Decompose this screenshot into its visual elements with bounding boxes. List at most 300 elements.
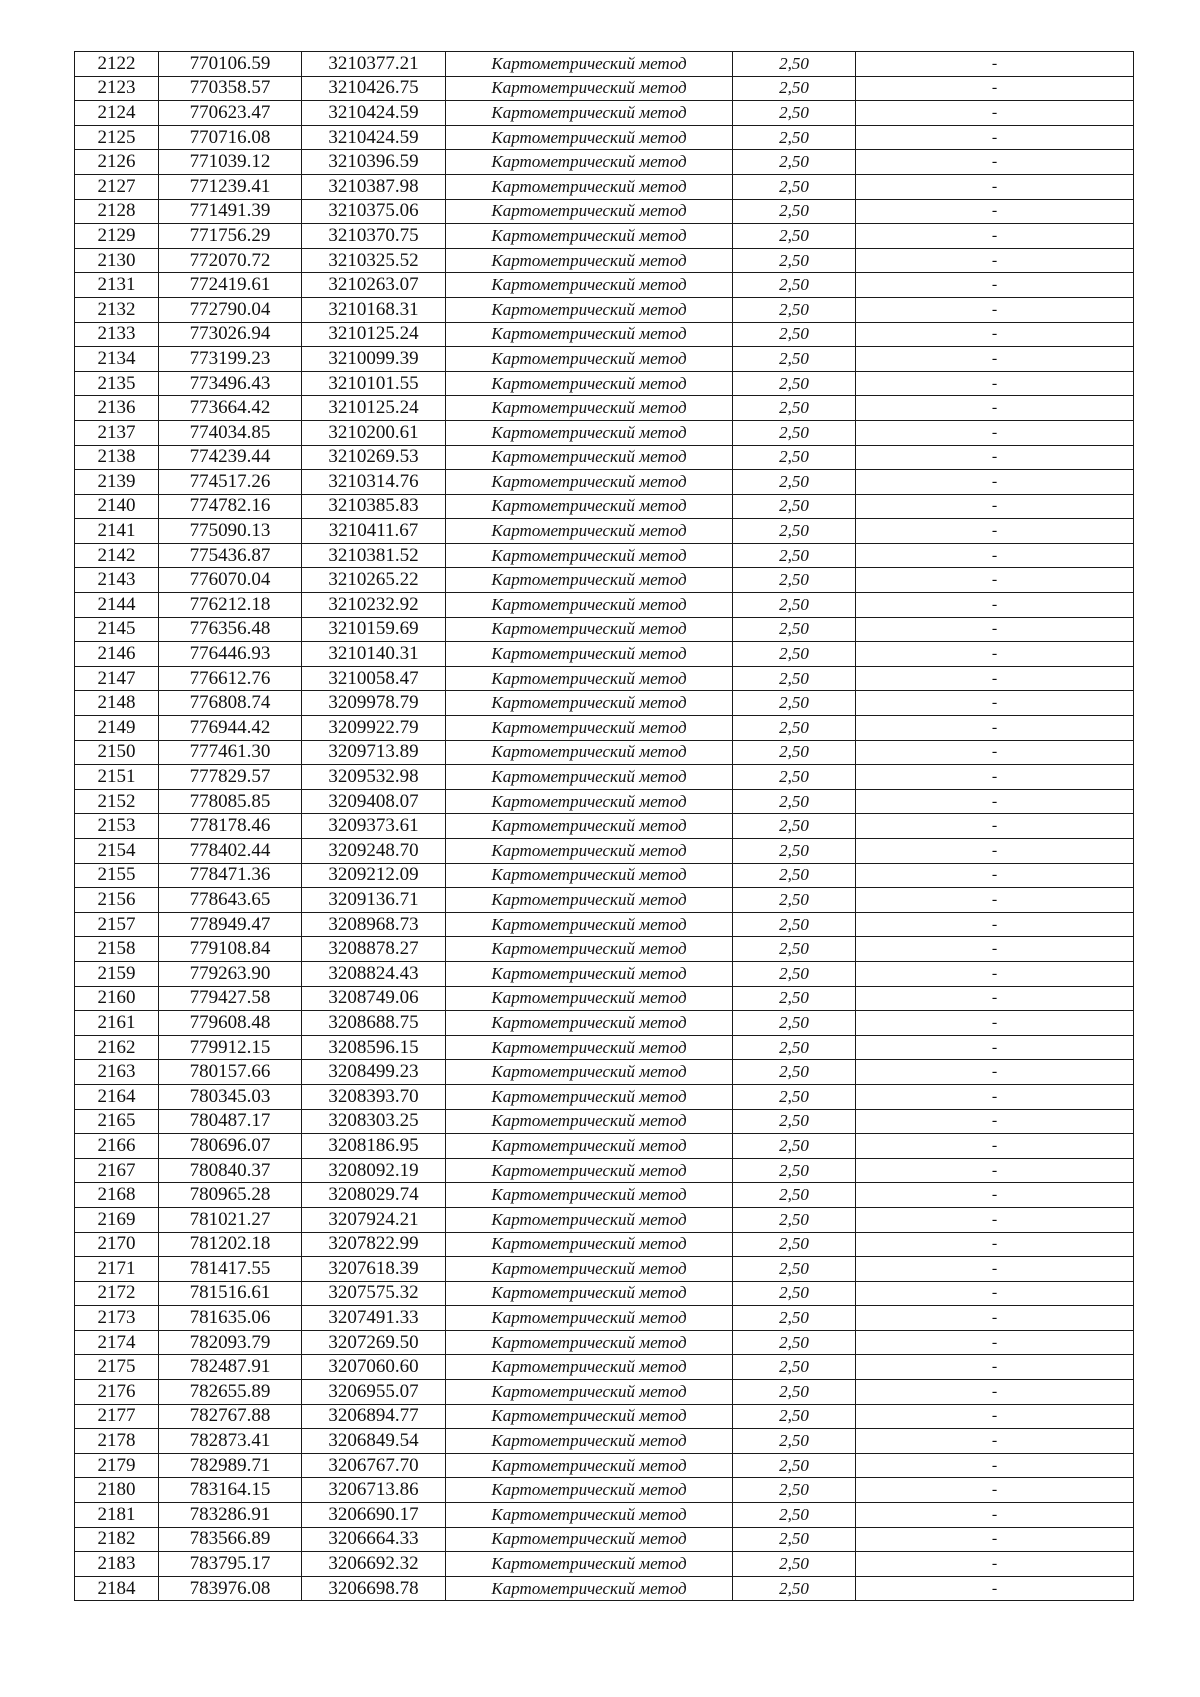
note-cell: -	[856, 125, 1134, 150]
x-coordinate-cell: 779263.90	[159, 961, 302, 986]
accuracy-cell: 2,50	[733, 789, 856, 814]
y-coordinate-cell: 3210424.59	[302, 125, 446, 150]
table-row	[75, 863, 1134, 888]
table-row	[75, 617, 1134, 642]
note-cell: -	[856, 420, 1134, 445]
method-cell: Картометрический метод	[446, 1355, 733, 1380]
method-cell: Картометрический метод	[446, 912, 733, 937]
x-coordinate-cell: 771491.39	[159, 199, 302, 224]
x-coordinate-cell: 776212.18	[159, 593, 302, 618]
y-coordinate-cell: 3210426.75	[302, 76, 446, 101]
note-cell: -	[856, 716, 1134, 741]
y-coordinate-cell: 3209532.98	[302, 765, 446, 790]
method-cell: Картометрический метод	[446, 1503, 733, 1528]
note-cell: -	[856, 1552, 1134, 1577]
y-coordinate-cell: 3209713.89	[302, 740, 446, 765]
table-row	[75, 1281, 1134, 1306]
table-row	[75, 642, 1134, 667]
note-cell: -	[856, 1330, 1134, 1355]
point-number-cell: 2157	[75, 912, 159, 937]
table-row	[75, 740, 1134, 765]
y-coordinate-cell: 3210325.52	[302, 248, 446, 273]
point-number-cell: 2158	[75, 937, 159, 962]
method-cell: Картометрический метод	[446, 322, 733, 347]
accuracy-cell: 2,50	[733, 716, 856, 741]
x-coordinate-cell: 776944.42	[159, 716, 302, 741]
method-cell: Картометрический метод	[446, 1060, 733, 1085]
note-cell: -	[856, 1060, 1134, 1085]
y-coordinate-cell: 3210232.92	[302, 593, 446, 618]
y-coordinate-cell: 3208824.43	[302, 961, 446, 986]
accuracy-cell: 2,50	[733, 691, 856, 716]
x-coordinate-cell: 774034.85	[159, 420, 302, 445]
note-cell: -	[856, 1084, 1134, 1109]
note-cell: -	[856, 765, 1134, 790]
table-row	[75, 470, 1134, 495]
x-coordinate-cell: 772790.04	[159, 297, 302, 322]
note-cell: -	[856, 986, 1134, 1011]
note-cell: -	[856, 1158, 1134, 1183]
table-row	[75, 1134, 1134, 1159]
accuracy-cell: 2,50	[733, 371, 856, 396]
table-row	[75, 420, 1134, 445]
point-number-cell: 2173	[75, 1306, 159, 1331]
method-cell: Картометрический метод	[446, 888, 733, 913]
accuracy-cell: 2,50	[733, 568, 856, 593]
x-coordinate-cell: 782873.41	[159, 1429, 302, 1454]
x-coordinate-cell: 773026.94	[159, 322, 302, 347]
note-cell: -	[856, 740, 1134, 765]
table-row	[75, 1257, 1134, 1282]
table-row	[75, 1207, 1134, 1232]
x-coordinate-cell: 771756.29	[159, 224, 302, 249]
y-coordinate-cell: 3209136.71	[302, 888, 446, 913]
x-coordinate-cell: 778085.85	[159, 789, 302, 814]
accuracy-cell: 2,50	[733, 150, 856, 175]
x-coordinate-cell: 778178.46	[159, 814, 302, 839]
x-coordinate-cell: 776446.93	[159, 642, 302, 667]
x-coordinate-cell: 783976.08	[159, 1576, 302, 1601]
accuracy-cell: 2,50	[733, 1232, 856, 1257]
table-row	[75, 1084, 1134, 1109]
note-cell: -	[856, 224, 1134, 249]
note-cell: -	[856, 1134, 1134, 1159]
method-cell: Картометрический метод	[446, 1527, 733, 1552]
method-cell: Картометрический метод	[446, 420, 733, 445]
method-cell: Картометрический метод	[446, 125, 733, 150]
x-coordinate-cell: 780840.37	[159, 1158, 302, 1183]
note-cell: -	[856, 863, 1134, 888]
point-number-cell: 2135	[75, 371, 159, 396]
point-number-cell: 2131	[75, 273, 159, 298]
table-row	[75, 961, 1134, 986]
accuracy-cell: 2,50	[733, 1035, 856, 1060]
point-number-cell: 2140	[75, 494, 159, 519]
table-row	[75, 593, 1134, 618]
method-cell: Картометрический метод	[446, 740, 733, 765]
note-cell: -	[856, 789, 1134, 814]
table-row	[75, 666, 1134, 691]
accuracy-cell: 2,50	[733, 543, 856, 568]
accuracy-cell: 2,50	[733, 863, 856, 888]
accuracy-cell: 2,50	[733, 1404, 856, 1429]
accuracy-cell: 2,50	[733, 297, 856, 322]
y-coordinate-cell: 3210269.53	[302, 445, 446, 470]
x-coordinate-cell: 779608.48	[159, 1011, 302, 1036]
accuracy-cell: 2,50	[733, 1552, 856, 1577]
table-row	[75, 224, 1134, 249]
method-cell: Картометрический метод	[446, 1134, 733, 1159]
accuracy-cell: 2,50	[733, 617, 856, 642]
y-coordinate-cell: 3209978.79	[302, 691, 446, 716]
note-cell: -	[856, 912, 1134, 937]
accuracy-cell: 2,50	[733, 248, 856, 273]
point-number-cell: 2179	[75, 1453, 159, 1478]
method-cell: Картометрический метод	[446, 691, 733, 716]
x-coordinate-cell: 781417.55	[159, 1257, 302, 1282]
note-cell: -	[856, 642, 1134, 667]
x-coordinate-cell: 774239.44	[159, 445, 302, 470]
point-number-cell: 2170	[75, 1232, 159, 1257]
method-cell: Картометрический метод	[446, 863, 733, 888]
method-cell: Картометрический метод	[446, 248, 733, 273]
x-coordinate-cell: 780487.17	[159, 1109, 302, 1134]
table-row	[75, 199, 1134, 224]
accuracy-cell: 2,50	[733, 174, 856, 199]
accuracy-cell: 2,50	[733, 961, 856, 986]
table-row	[75, 273, 1134, 298]
table-row	[75, 1011, 1134, 1036]
accuracy-cell: 2,50	[733, 125, 856, 150]
accuracy-cell: 2,50	[733, 888, 856, 913]
method-cell: Картометрический метод	[446, 1035, 733, 1060]
method-cell: Картометрический метод	[446, 470, 733, 495]
x-coordinate-cell: 780696.07	[159, 1134, 302, 1159]
note-cell: -	[856, 691, 1134, 716]
method-cell: Картометрический метод	[446, 1576, 733, 1601]
table-row	[75, 1404, 1134, 1429]
point-number-cell: 2168	[75, 1183, 159, 1208]
note-cell: -	[856, 1011, 1134, 1036]
x-coordinate-cell: 782655.89	[159, 1380, 302, 1405]
y-coordinate-cell: 3207618.39	[302, 1257, 446, 1282]
point-number-cell: 2137	[75, 420, 159, 445]
method-cell: Картометрический метод	[446, 1011, 733, 1036]
point-number-cell: 2161	[75, 1011, 159, 1036]
accuracy-cell: 2,50	[733, 199, 856, 224]
point-number-cell: 2133	[75, 322, 159, 347]
method-cell: Картометрический метод	[446, 297, 733, 322]
x-coordinate-cell: 773496.43	[159, 371, 302, 396]
note-cell: -	[856, 1404, 1134, 1429]
method-cell: Картометрический метод	[446, 1478, 733, 1503]
point-number-cell: 2176	[75, 1380, 159, 1405]
x-coordinate-cell: 771039.12	[159, 150, 302, 175]
table-row	[75, 1380, 1134, 1405]
point-number-cell: 2155	[75, 863, 159, 888]
accuracy-cell: 2,50	[733, 1429, 856, 1454]
note-cell: -	[856, 199, 1134, 224]
method-cell: Картометрический метод	[446, 396, 733, 421]
point-number-cell: 2141	[75, 519, 159, 544]
point-number-cell: 2142	[75, 543, 159, 568]
method-cell: Картометрический метод	[446, 519, 733, 544]
note-cell: -	[856, 76, 1134, 101]
method-cell: Картометрический метод	[446, 814, 733, 839]
point-number-cell: 2162	[75, 1035, 159, 1060]
note-cell: -	[856, 52, 1134, 77]
coordinates-table-body	[75, 52, 1134, 1601]
method-cell: Картометрический метод	[446, 1429, 733, 1454]
table-row	[75, 1232, 1134, 1257]
accuracy-cell: 2,50	[733, 1380, 856, 1405]
accuracy-cell: 2,50	[733, 1011, 856, 1036]
y-coordinate-cell: 3206698.78	[302, 1576, 446, 1601]
point-number-cell: 2164	[75, 1084, 159, 1109]
table-row	[75, 1158, 1134, 1183]
note-cell: -	[856, 347, 1134, 372]
point-number-cell: 2163	[75, 1060, 159, 1085]
accuracy-cell: 2,50	[733, 1355, 856, 1380]
point-number-cell: 2148	[75, 691, 159, 716]
accuracy-cell: 2,50	[733, 642, 856, 667]
y-coordinate-cell: 3210387.98	[302, 174, 446, 199]
note-cell: -	[856, 593, 1134, 618]
x-coordinate-cell: 783795.17	[159, 1552, 302, 1577]
method-cell: Картометрический метод	[446, 642, 733, 667]
point-number-cell: 2177	[75, 1404, 159, 1429]
method-cell: Картометрический метод	[446, 986, 733, 1011]
y-coordinate-cell: 3208749.06	[302, 986, 446, 1011]
note-cell: -	[856, 396, 1134, 421]
point-number-cell: 2166	[75, 1134, 159, 1159]
accuracy-cell: 2,50	[733, 224, 856, 249]
x-coordinate-cell: 779427.58	[159, 986, 302, 1011]
method-cell: Картометрический метод	[446, 1232, 733, 1257]
y-coordinate-cell: 3206894.77	[302, 1404, 446, 1429]
note-cell: -	[856, 1576, 1134, 1601]
x-coordinate-cell: 776356.48	[159, 617, 302, 642]
point-number-cell: 2180	[75, 1478, 159, 1503]
y-coordinate-cell: 3208029.74	[302, 1183, 446, 1208]
accuracy-cell: 2,50	[733, 1281, 856, 1306]
x-coordinate-cell: 780345.03	[159, 1084, 302, 1109]
table-row	[75, 396, 1134, 421]
table-row	[75, 125, 1134, 150]
accuracy-cell: 2,50	[733, 1330, 856, 1355]
accuracy-cell: 2,50	[733, 1257, 856, 1282]
point-number-cell: 2150	[75, 740, 159, 765]
method-cell: Картометрический метод	[446, 494, 733, 519]
y-coordinate-cell: 3209408.07	[302, 789, 446, 814]
table-row	[75, 1330, 1134, 1355]
accuracy-cell: 2,50	[733, 1109, 856, 1134]
point-number-cell: 2130	[75, 248, 159, 273]
point-number-cell: 2122	[75, 52, 159, 77]
table-row	[75, 174, 1134, 199]
method-cell: Картометрический метод	[446, 961, 733, 986]
accuracy-cell: 2,50	[733, 986, 856, 1011]
method-cell: Картометрический метод	[446, 174, 733, 199]
method-cell: Картометрический метод	[446, 150, 733, 175]
table-row	[75, 937, 1134, 962]
x-coordinate-cell: 775090.13	[159, 519, 302, 544]
point-number-cell: 2167	[75, 1158, 159, 1183]
method-cell: Картометрический метод	[446, 716, 733, 741]
method-cell: Картометрический метод	[446, 1207, 733, 1232]
x-coordinate-cell: 774782.16	[159, 494, 302, 519]
table-row	[75, 371, 1134, 396]
point-number-cell: 2153	[75, 814, 159, 839]
table-row	[75, 248, 1134, 273]
x-coordinate-cell: 777829.57	[159, 765, 302, 790]
accuracy-cell: 2,50	[733, 1306, 856, 1331]
y-coordinate-cell: 3208186.95	[302, 1134, 446, 1159]
y-coordinate-cell: 3210377.21	[302, 52, 446, 77]
method-cell: Картометрический метод	[446, 347, 733, 372]
table-row	[75, 52, 1134, 77]
point-number-cell: 2183	[75, 1552, 159, 1577]
point-number-cell: 2165	[75, 1109, 159, 1134]
x-coordinate-cell: 778471.36	[159, 863, 302, 888]
note-cell: -	[856, 445, 1134, 470]
point-number-cell: 2172	[75, 1281, 159, 1306]
y-coordinate-cell: 3208878.27	[302, 937, 446, 962]
note-cell: -	[856, 371, 1134, 396]
note-cell: -	[856, 1207, 1134, 1232]
y-coordinate-cell: 3210263.07	[302, 273, 446, 298]
note-cell: -	[856, 961, 1134, 986]
x-coordinate-cell: 773199.23	[159, 347, 302, 372]
y-coordinate-cell: 3206713.86	[302, 1478, 446, 1503]
point-number-cell: 2174	[75, 1330, 159, 1355]
method-cell: Картометрический метод	[446, 1404, 733, 1429]
y-coordinate-cell: 3210200.61	[302, 420, 446, 445]
table-row	[75, 347, 1134, 372]
note-cell: -	[856, 1503, 1134, 1528]
point-number-cell: 2151	[75, 765, 159, 790]
point-number-cell: 2129	[75, 224, 159, 249]
note-cell: -	[856, 101, 1134, 126]
y-coordinate-cell: 3210265.22	[302, 568, 446, 593]
note-cell: -	[856, 568, 1134, 593]
note-cell: -	[856, 937, 1134, 962]
x-coordinate-cell: 774517.26	[159, 470, 302, 495]
point-number-cell: 2124	[75, 101, 159, 126]
y-coordinate-cell: 3210370.75	[302, 224, 446, 249]
table-row	[75, 1503, 1134, 1528]
y-coordinate-cell: 3210101.55	[302, 371, 446, 396]
note-cell: -	[856, 297, 1134, 322]
x-coordinate-cell: 773664.42	[159, 396, 302, 421]
accuracy-cell: 2,50	[733, 1084, 856, 1109]
table-row	[75, 543, 1134, 568]
method-cell: Картометрический метод	[446, 666, 733, 691]
method-cell: Картометрический метод	[446, 52, 733, 77]
accuracy-cell: 2,50	[733, 347, 856, 372]
y-coordinate-cell: 3208688.75	[302, 1011, 446, 1036]
x-coordinate-cell: 778949.47	[159, 912, 302, 937]
x-coordinate-cell: 781516.61	[159, 1281, 302, 1306]
table-row	[75, 814, 1134, 839]
method-cell: Картометрический метод	[446, 1257, 733, 1282]
point-number-cell: 2128	[75, 199, 159, 224]
x-coordinate-cell: 775436.87	[159, 543, 302, 568]
y-coordinate-cell: 3206690.17	[302, 1503, 446, 1528]
method-cell: Картометрический метод	[446, 101, 733, 126]
note-cell: -	[856, 814, 1134, 839]
method-cell: Картометрический метод	[446, 765, 733, 790]
note-cell: -	[856, 248, 1134, 273]
point-number-cell: 2160	[75, 986, 159, 1011]
method-cell: Картометрический метод	[446, 1552, 733, 1577]
table-row	[75, 1576, 1134, 1601]
point-number-cell: 2143	[75, 568, 159, 593]
method-cell: Картометрический метод	[446, 593, 733, 618]
point-number-cell: 2181	[75, 1503, 159, 1528]
x-coordinate-cell: 771239.41	[159, 174, 302, 199]
table-row	[75, 1552, 1134, 1577]
y-coordinate-cell: 3206664.33	[302, 1527, 446, 1552]
y-coordinate-cell: 3210381.52	[302, 543, 446, 568]
table-row	[75, 76, 1134, 101]
note-cell: -	[856, 150, 1134, 175]
x-coordinate-cell: 779108.84	[159, 937, 302, 962]
method-cell: Картометрический метод	[446, 543, 733, 568]
table-row	[75, 1060, 1134, 1085]
x-coordinate-cell: 781202.18	[159, 1232, 302, 1257]
y-coordinate-cell: 3208596.15	[302, 1035, 446, 1060]
method-cell: Картометрический метод	[446, 1109, 733, 1134]
point-number-cell: 2178	[75, 1429, 159, 1454]
x-coordinate-cell: 780965.28	[159, 1183, 302, 1208]
accuracy-cell: 2,50	[733, 273, 856, 298]
y-coordinate-cell: 3208092.19	[302, 1158, 446, 1183]
table-row	[75, 297, 1134, 322]
table-row	[75, 1109, 1134, 1134]
y-coordinate-cell: 3209212.09	[302, 863, 446, 888]
y-coordinate-cell: 3206692.32	[302, 1552, 446, 1577]
table-row	[75, 568, 1134, 593]
y-coordinate-cell: 3210159.69	[302, 617, 446, 642]
accuracy-cell: 2,50	[733, 593, 856, 618]
table-row	[75, 494, 1134, 519]
method-cell: Картометрический метод	[446, 1158, 733, 1183]
note-cell: -	[856, 1035, 1134, 1060]
y-coordinate-cell: 3210140.31	[302, 642, 446, 667]
note-cell: -	[856, 888, 1134, 913]
note-cell: -	[856, 1109, 1134, 1134]
note-cell: -	[856, 494, 1134, 519]
point-number-cell: 2146	[75, 642, 159, 667]
note-cell: -	[856, 322, 1134, 347]
point-number-cell: 2126	[75, 150, 159, 175]
table-row	[75, 101, 1134, 126]
note-cell: -	[856, 1257, 1134, 1282]
accuracy-cell: 2,50	[733, 420, 856, 445]
y-coordinate-cell: 3207924.21	[302, 1207, 446, 1232]
y-coordinate-cell: 3207060.60	[302, 1355, 446, 1380]
x-coordinate-cell: 782989.71	[159, 1453, 302, 1478]
note-cell: -	[856, 1355, 1134, 1380]
table-row	[75, 1453, 1134, 1478]
accuracy-cell: 2,50	[733, 937, 856, 962]
table-row	[75, 519, 1134, 544]
table-row	[75, 445, 1134, 470]
x-coordinate-cell: 779912.15	[159, 1035, 302, 1060]
x-coordinate-cell: 782767.88	[159, 1404, 302, 1429]
y-coordinate-cell: 3206767.70	[302, 1453, 446, 1478]
